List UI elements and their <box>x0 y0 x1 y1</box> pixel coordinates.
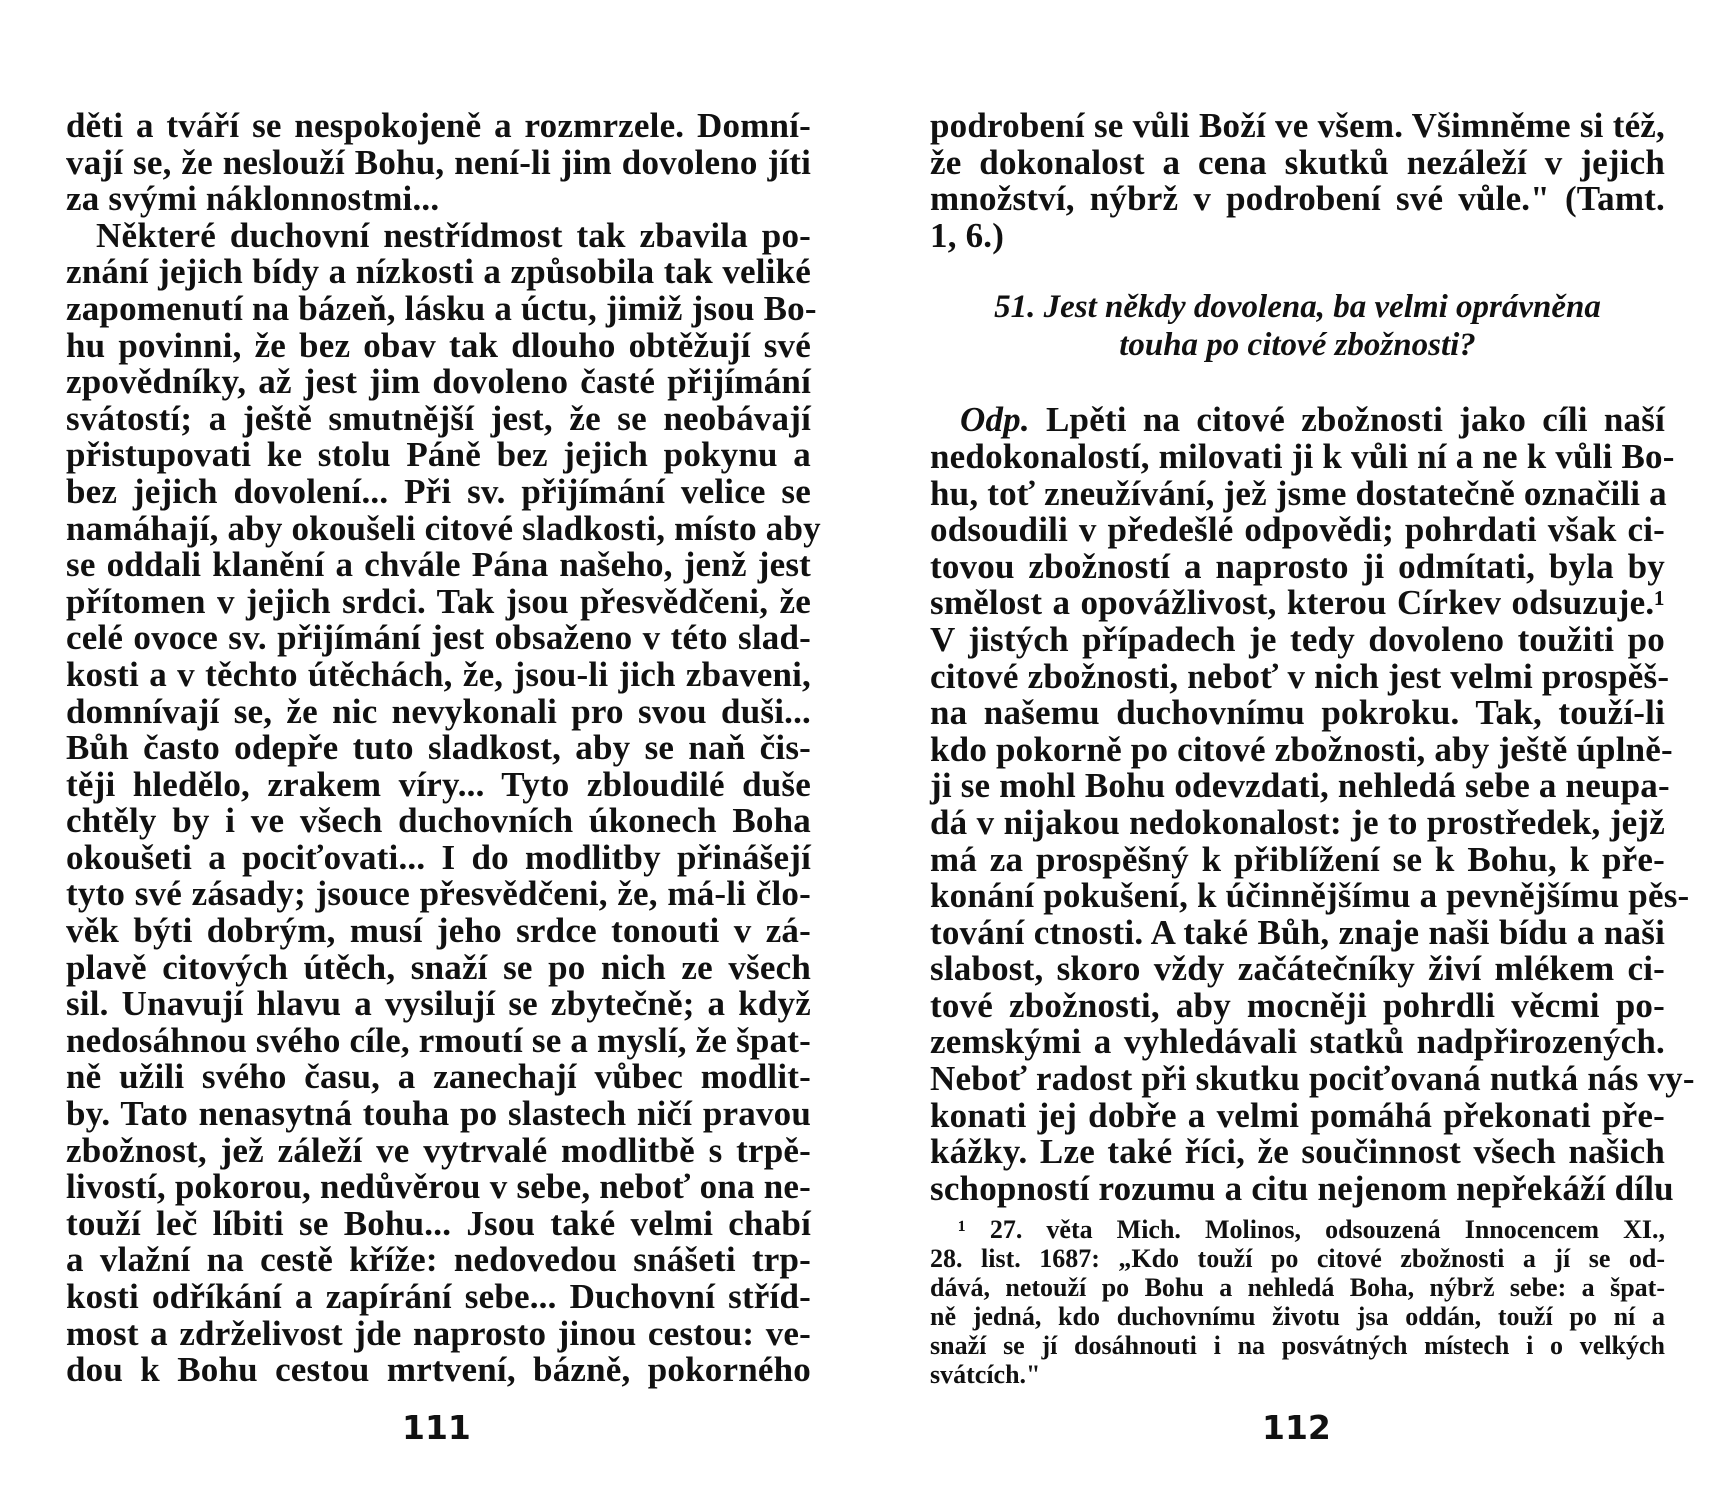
text-line: vají se, že neslouží Bohu, není-li jim dovoleno jíti <box>66 142 811 182</box>
text-line: Některé duchovní nestřídmost tak zbavila po- <box>96 215 811 255</box>
section-heading: touha po citové zbožnosti? <box>1119 327 1476 364</box>
text-line: zpovědníky, až jest jim dovoleno časté přijímání <box>66 362 811 402</box>
footnote-line: ně jedná, kdo duchovnímu životu jsa oddán, touží po ní a <box>930 1302 1665 1332</box>
footnote-line: snaží se jí dosáhnouti i na posvátných místech i o velkých <box>930 1331 1665 1361</box>
text-line: odsoudili v předešlé odpovědi; pohrdati však ci- <box>930 510 1665 550</box>
footnote-line: 28. list. 1687: „Kdo touží po citové zbožnosti a jí se od- <box>930 1244 1665 1274</box>
text-line: má za prospěšný k přiblížení se k Bohu, k pře- <box>930 839 1665 879</box>
text-line: na našemu duchovnímu pokroku. Tak, touží-li <box>930 693 1665 733</box>
text-line: schopností rozumu a citu nejenom nepřekáží dílu <box>930 1168 1674 1208</box>
text-line: hu, toť zneužívání, jež jsme dostatečně označili a <box>930 473 1667 513</box>
text-line: Bůh často odepře tuto sladkost, aby se naň čis- <box>66 728 811 768</box>
text-line: a vlažní na cestě kříže: nedovedou snášeti trp- <box>66 1240 811 1280</box>
right-page <box>930 106 1695 1390</box>
page-number-right: 112 <box>1262 1408 1331 1447</box>
left-page <box>66 106 821 1390</box>
text-line: konati jej dobře a velmi pomáhá překonati pře- <box>930 1095 1665 1135</box>
answer-first-line <box>930 402 1665 439</box>
footnote-line: svátcích." <box>930 1360 1041 1390</box>
footnote-line: dává, netouží po Bohu a nehledá Boha, nýbrž sebe: a špat- <box>930 1273 1665 1303</box>
text-line: věk býti dobrým, musí jeho srdce tonouti v zá- <box>66 911 811 951</box>
text-line: kdo pokorně po citové zbožnosti, aby ještě úplně- <box>930 729 1673 769</box>
text-line: tové zbožnosti, aby mocněji pohrdli věcmi po- <box>930 985 1665 1025</box>
text-line: nedokonalostí, milovati ji k vůli ní a ne k vůli Bo- <box>930 436 1675 476</box>
text-line: konání pokušení, k účinnějšímu a pevnějšímu pěs- <box>930 876 1690 916</box>
text-line: Neboť radost při skutku pociťovaná nutká nás vy- <box>930 1059 1695 1099</box>
text-line: kosti a v těchto útěchách, že, jsou-li jich zbaveni, <box>66 654 811 694</box>
text-line: plavě citových útěch, snaží se po nich ze všech <box>66 947 811 987</box>
text-line: V jistých případech je tedy dovoleno toužiti po <box>930 619 1665 659</box>
text-line: livostí, pokorou, nedůvěrou v sebe, neboť ona ne- <box>66 1167 811 1207</box>
answer-label: Odp. <box>960 400 1030 440</box>
text-line: zbožnost, jež záleží ve vytrvalé modlitbě s trpě- <box>66 1130 811 1170</box>
text-line: znání jejich bídy a nízkosti a způsobila tak veliké <box>66 252 811 292</box>
text-line: ji se mohl Bohu odevzdati, nehledá sebe a neupa- <box>930 766 1670 806</box>
footnote <box>930 1215 1665 1389</box>
text-line: 1, 6.) <box>930 215 1005 255</box>
text-line: hu povinni, že bez obav tak dlouho obtěžují své <box>66 325 811 365</box>
text-line: přítomen v jejich srdci. Tak jsou přesvědčeni, že <box>66 581 811 621</box>
text-line: těji hledělo, zrakem víry... Tyto zbloudilé duše <box>66 764 811 804</box>
answer-first-text: Lpěti na citové zbožnosti jako cíli naší <box>1045 400 1665 440</box>
text-line: domnívají se, že nic nevykonali pro svou duši... <box>66 691 811 731</box>
text-line: kosti odříkání a zapírání sebe... Duchovní stříd- <box>66 1277 811 1316</box>
text-line: tování ctnosti. A také Bůh, znaje naši bídu a naši <box>930 912 1665 952</box>
text-line: kážky. Lze také říci, že součinnost všech našich <box>930 1132 1665 1172</box>
text-line: tovou zbožností a naprosto ji odmítati, byla by <box>930 546 1665 586</box>
text-line: celé ovoce sv. přijímání jest obsaženo v této slad- <box>66 618 811 658</box>
text-line: most a zdrželivost jde naprosto jinou cestou: ve- <box>66 1313 811 1353</box>
text-line: přistupovati ke stolu Páně bez jejich pokynu a <box>66 435 811 475</box>
text-line: bez jejich dovolení... Při sv. přijímání velice se <box>66 471 811 511</box>
text-line: svátostí; a ještě smutnější jest, že se neobávají <box>66 398 811 438</box>
text-line: touží leč líbiti se Bohu... Jsou také velmi chabí <box>66 1203 811 1243</box>
text-line: sil. Unavují hlavu a vysilují se zbytečně; a když <box>66 984 811 1024</box>
text-line: dá v nijakou nedokonalost: je to prostředek, jejž <box>930 802 1665 842</box>
text-line: zemskými a vyhledávali statků nadpřirozených. <box>930 1022 1665 1062</box>
text-line: smělost a opovážlivost, kterou Církev odsuzuje.¹ <box>930 583 1665 623</box>
text-line: se oddali klanění a chvále Pána našeho, jenž jest <box>66 545 811 585</box>
text-line: podrobení se vůli Boží ve všem. Všimněme si též, <box>930 106 1665 145</box>
text-line: citové zbožnosti, neboť v nich jest velmi prospěš- <box>930 656 1670 696</box>
text-line: zapomenutí na bázeň, lásku a úctu, jimiž jsou Bo- <box>66 288 817 328</box>
text-line: že dokonalost a cena skutků nezáleží v jejich <box>930 142 1665 182</box>
footnote-line: ¹ 27. věta Mich. Molinos, odsouzená Innocencem XI., <box>958 1215 1665 1245</box>
text-line: za svými náklonnostmi... <box>66 179 440 219</box>
text-line: dou k Bohu cestou mrtvení, bázně, pokorného <box>66 1350 811 1390</box>
text-line: chtěly by i ve všech duchovních úkonech Boha <box>66 801 811 841</box>
text-line: děti a tváří se nespokojeně a rozmrzele. Domní- <box>66 106 811 145</box>
text-line: nedosáhnou svého cíle, rmoutí se a myslí, že špat- <box>66 1020 811 1060</box>
text-line: okoušeti a pociťovati... I do modlitby přinášejí <box>66 837 811 877</box>
page-number-left: 111 <box>402 1408 471 1447</box>
text-line: tyto své zásady; jsouce přesvědčeni, že, má-li člo- <box>66 874 811 914</box>
text-line: by. Tato nenasytná touha po slastech ničí pravou <box>66 1094 811 1134</box>
text-line: ně užili svého času, a zanechají vůbec modlit- <box>66 1057 811 1097</box>
text-line: množství, nýbrž v podrobení své vůle." (Tamt. <box>930 179 1665 219</box>
text-line: namáhají, aby okoušeli citové sladkosti, místo aby <box>66 508 821 548</box>
text-line: slabost, skoro vždy začátečníky živí mlékem ci- <box>930 949 1665 989</box>
section-heading: 51. Jest někdy dovolena, ba velmi oprávněna <box>994 289 1601 326</box>
